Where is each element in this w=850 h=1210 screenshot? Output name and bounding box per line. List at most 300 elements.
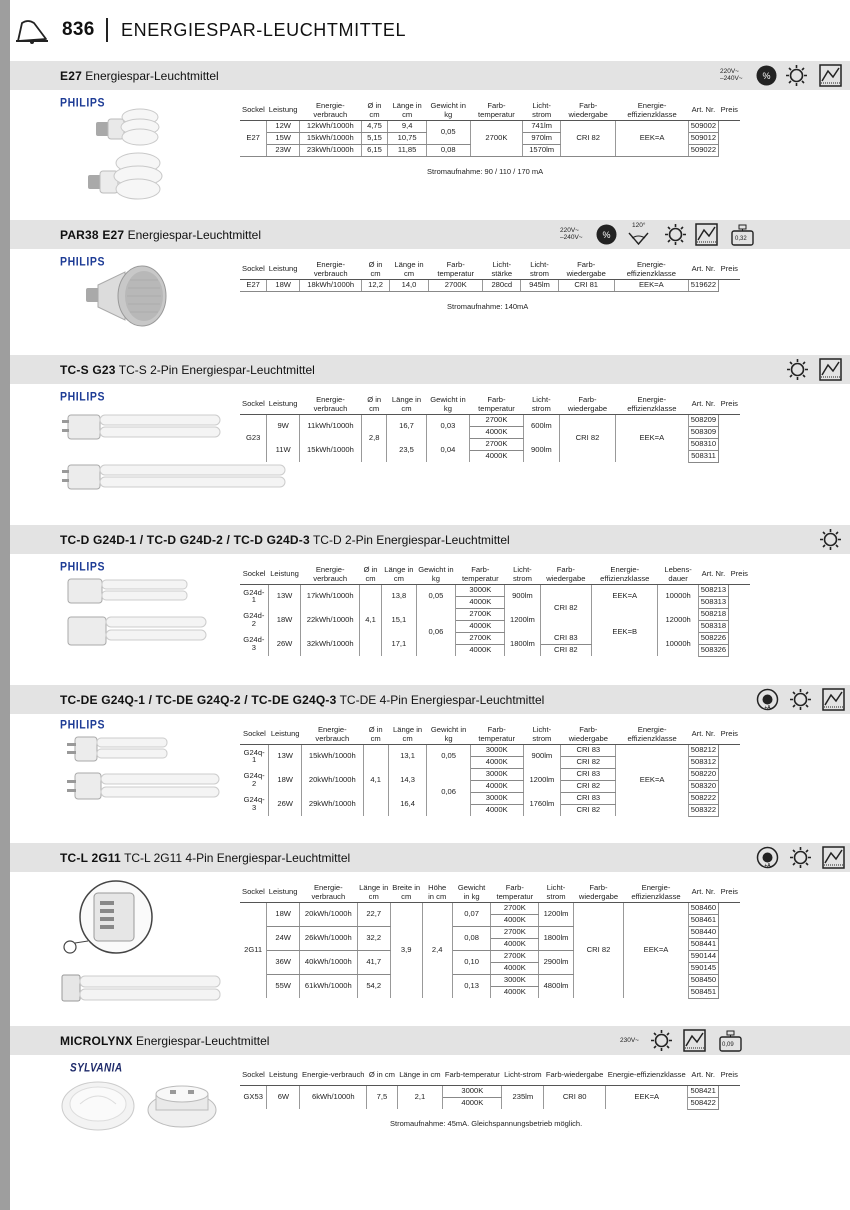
weight-icon <box>718 1028 743 1053</box>
page-header <box>0 0 850 60</box>
cell: 32kWh/1000h <box>301 632 360 656</box>
cell: CRI 82 <box>573 902 623 998</box>
page-sidebar-strip <box>0 0 10 1210</box>
col-header: Art. Nr. <box>688 1065 719 1085</box>
article-number: 508421 <box>688 1085 719 1097</box>
price-cell <box>719 414 740 426</box>
cell: 14,0 <box>389 279 429 291</box>
col-header: Art. Nr. <box>688 100 718 120</box>
cell: 1200lm <box>505 608 540 632</box>
article-number: 590144 <box>688 950 718 962</box>
cell: 2700K <box>470 438 523 450</box>
brand-logo: PHILIPS <box>60 255 106 269</box>
col-header: Sockel <box>240 394 267 414</box>
cell: 18kWh/1000h <box>300 279 362 291</box>
cell: 13W <box>268 584 301 608</box>
col-header: Sockel <box>240 724 269 744</box>
cell: EEK=A <box>592 584 658 608</box>
article-number: 519622 <box>688 279 718 291</box>
weight-icon <box>730 222 755 247</box>
article-number: 508460 <box>688 902 718 914</box>
article-number: 509022 <box>688 144 718 156</box>
cell: EEK=B <box>592 608 658 656</box>
col-header: Energie-effizienzklasse <box>614 259 688 279</box>
cell: 6,15 <box>361 144 388 156</box>
col-header: Preis <box>719 100 740 120</box>
section-title: TC-L 2G11 TC-L 2G11 4-Pin Energiespar-Leuchtmittel <box>60 851 351 865</box>
cell: CRI 83 <box>561 792 616 804</box>
cell: 4000K <box>470 426 523 438</box>
cell: 10000h <box>658 584 698 608</box>
price-cell <box>719 438 740 450</box>
col-header: Gewicht in kg <box>427 724 470 744</box>
icon-strip <box>720 63 850 88</box>
spec-table <box>240 394 740 463</box>
col-header: Ø in cm <box>361 394 387 414</box>
temperature-range-icon <box>682 1028 707 1053</box>
cell: 3000K <box>491 974 539 986</box>
product-image-tcd-tubes <box>60 577 210 652</box>
col-header: Gewicht in kg <box>426 394 470 414</box>
col-header: Höhe in cm <box>422 882 452 902</box>
price-cell <box>719 780 740 792</box>
table-row <box>240 608 750 620</box>
cell: 0,08 <box>426 144 470 156</box>
table-row <box>240 632 750 644</box>
cell: E27 <box>240 279 267 291</box>
cell: 7,5 <box>367 1085 397 1109</box>
cell: 26kWh/1000h <box>300 926 358 950</box>
cell: GX53 <box>240 1085 267 1109</box>
cell: 4000K <box>470 780 523 792</box>
section-title-bar <box>10 1026 850 1055</box>
price-cell <box>719 938 740 950</box>
cell: 0,03 <box>426 414 470 438</box>
section-title-bar <box>10 220 850 249</box>
col-header: Breite in cm <box>392 882 421 901</box>
cell: 4,1 <box>359 584 381 656</box>
dimmable-warning-icon <box>818 527 843 552</box>
cell: 2G11 <box>240 902 267 998</box>
cell: 14,3 <box>388 768 427 792</box>
cell: 0,06 <box>416 608 456 656</box>
col-header: Energie-effizienzklasse <box>624 882 689 902</box>
icon-strip <box>785 357 850 382</box>
section-title-bar <box>10 843 850 872</box>
cell: 16,4 <box>388 792 427 816</box>
col-header: Art. Nr. <box>688 259 718 279</box>
col-header: Energie-effizienzklasse <box>615 394 688 414</box>
cell: 1570lm <box>523 144 561 156</box>
cell: 40kWh/1000h <box>300 950 358 974</box>
cell: 1200lm <box>539 902 574 926</box>
col-header: Energie-verbrauch <box>300 882 358 902</box>
article-number: 508213 <box>698 584 728 596</box>
spec-table <box>240 564 750 657</box>
cell: 280cd <box>483 279 521 291</box>
col-header: Farb-temperatur <box>429 259 483 279</box>
col-header: Farb-wiedergabe <box>560 394 616 414</box>
cell: EEK=A <box>614 279 688 291</box>
cell: EEK=A <box>615 414 688 462</box>
cell: 0,10 <box>452 950 491 974</box>
cell: 2,4 <box>422 902 452 998</box>
cell: 4000K <box>456 644 505 656</box>
cell: 4000K <box>443 1097 502 1109</box>
section-tcde <box>10 685 850 840</box>
price-cell <box>718 1097 740 1109</box>
cell: 9W <box>267 414 300 438</box>
col-header: Energie-verbrauch <box>300 100 362 120</box>
current-note: Stromaufnahme: 90 / 110 / 170 mA <box>427 167 544 176</box>
dimmer-knob-icon <box>755 687 780 712</box>
brand-logo: PHILIPS <box>60 390 106 404</box>
cell: 3000K <box>456 584 505 596</box>
col-header: Licht-stärke <box>483 259 521 279</box>
col-header: Energie-effizienzklasse <box>616 100 688 120</box>
cell: 2700K <box>456 608 505 620</box>
cell: 20kWh/1000h <box>300 902 358 926</box>
price-cell <box>719 902 740 914</box>
cell: 23W <box>267 144 300 156</box>
cell: 4000K <box>470 450 523 462</box>
cell: 16,7 <box>387 414 426 438</box>
current-note: Stromaufnahme: 45mA. Gleichspannungsbetrieb möglich. <box>390 1119 583 1128</box>
cell: CRI 82 <box>540 584 592 632</box>
article-number: 508451 <box>688 986 718 998</box>
cell: 900lm <box>523 438 560 462</box>
cell: 4,75 <box>361 120 388 132</box>
cell: 2700K <box>456 632 505 644</box>
col-header: Energie-verbrauch <box>302 724 364 744</box>
cell: 22,7 <box>357 902 390 926</box>
brand-logo: PHILIPS <box>60 560 106 574</box>
price-cell <box>719 986 740 998</box>
cell: 4000K <box>491 938 539 950</box>
cell: 15kWh/1000h <box>300 438 362 462</box>
brand-logo: PHILIPS <box>60 718 106 732</box>
dimmable-warning-icon <box>788 845 813 870</box>
col-header: Licht-strom <box>505 564 540 584</box>
cell: 15kWh/1000h <box>302 744 364 768</box>
col-header: Licht-strom <box>523 394 560 414</box>
cell: CRI 80 <box>544 1085 606 1109</box>
col-header: Ø in cm <box>359 564 381 584</box>
svg-text:+A: +A <box>764 705 771 711</box>
cell: 22kWh/1000h <box>301 608 360 632</box>
cell: 12W <box>267 120 300 132</box>
page-title: ENERGIESPAR-LEUCHTMITTEL <box>121 20 407 40</box>
col-header: Farb-temperatur <box>470 724 523 744</box>
cell: G23 <box>240 414 267 462</box>
article-number: 509012 <box>688 132 718 144</box>
cell: 4000K <box>470 756 523 768</box>
cell: 23,5 <box>387 438 426 462</box>
price-cell <box>718 1085 740 1097</box>
col-header: Länge in cm <box>382 564 416 584</box>
price-cell <box>719 962 740 974</box>
cell: CRI 82 <box>560 414 616 462</box>
col-header: Leistung <box>267 100 300 120</box>
col-header: Preis <box>718 1065 740 1085</box>
price-cell <box>719 950 740 962</box>
cell: 2,8 <box>361 414 387 462</box>
product-image-tcl-tube <box>58 879 228 1019</box>
article-number: 508422 <box>688 1097 719 1109</box>
cell: 54,2 <box>357 974 390 998</box>
col-header: Preis <box>719 882 740 902</box>
cell: 4000K <box>491 986 539 998</box>
dimmable-warning-icon <box>649 1028 674 1053</box>
col-header: Farb-temperatur <box>443 1065 502 1085</box>
col-header: Farb-wiedergabe <box>561 724 616 744</box>
col-header: Farb-temperatur <box>456 564 505 584</box>
col-header: Art. Nr. <box>688 882 718 902</box>
article-number: 508312 <box>688 756 718 768</box>
price-cell <box>729 608 750 620</box>
price-cell <box>729 596 750 608</box>
col-header: Farb-wiedergabe <box>558 259 614 279</box>
cell: 3000K <box>443 1085 502 1097</box>
cell: 11,85 <box>388 144 427 156</box>
col-header: Länge in cm <box>359 882 389 901</box>
temperature-range-icon <box>818 63 843 88</box>
cell: 2700K <box>491 926 539 938</box>
price-cell <box>719 120 740 132</box>
energy-saving-icon <box>754 63 779 88</box>
cell: G24d-3 <box>240 632 268 656</box>
cell: EEK=A <box>616 744 688 816</box>
weight-label: 0,09 <box>722 1042 734 1048</box>
section-title-bar <box>10 685 850 714</box>
article-number: 508226 <box>698 632 728 644</box>
section-title: PAR38 E27 Energiespar-Leuchtmittel <box>60 228 262 242</box>
cell: 5,15 <box>361 132 388 144</box>
table-row <box>240 744 740 756</box>
cell: 1800lm <box>539 926 574 950</box>
col-header: Preis <box>719 394 740 414</box>
price-cell <box>719 144 740 156</box>
cell: 2700K <box>491 902 539 914</box>
cell: CRI 82 <box>540 644 592 656</box>
table-row <box>240 414 740 426</box>
temperature-range-icon <box>821 687 846 712</box>
cell: 15W <box>267 132 300 144</box>
price-cell <box>719 926 740 938</box>
col-header: Gewicht in kg <box>452 882 491 902</box>
cell: 2900lm <box>539 950 574 974</box>
spec-table <box>240 882 740 999</box>
cell: 4000K <box>491 962 539 974</box>
section-title-bar <box>10 525 850 554</box>
cell: 1800lm <box>505 632 540 656</box>
col-header: Leistung <box>267 394 300 414</box>
section-microlynx <box>10 1026 850 1136</box>
price-cell <box>719 450 740 462</box>
cell: 0,13 <box>452 974 491 998</box>
cell: EEK=A <box>624 902 689 998</box>
beam-angle-icon <box>626 222 651 247</box>
price-cell <box>729 620 750 632</box>
cell: 0,06 <box>427 768 470 816</box>
article-number: 508461 <box>688 914 718 926</box>
cell: 2700K <box>429 279 483 291</box>
price-cell <box>729 644 750 656</box>
cell: 2700K <box>470 120 523 156</box>
article-number: 508450 <box>688 974 718 986</box>
article-number: 508212 <box>688 744 718 756</box>
col-header: Leistung <box>268 564 301 584</box>
col-header: Farb-temperatur <box>470 100 523 120</box>
voltage-label: 230V~ <box>620 1037 639 1044</box>
product-image-par38 <box>80 260 190 335</box>
header-divider <box>106 18 108 42</box>
cell: 15,1 <box>382 608 416 632</box>
cell: 36W <box>267 950 300 974</box>
cell: 18W <box>268 608 301 632</box>
product-image-microlynx <box>60 1074 230 1134</box>
col-header: Sockel <box>240 564 268 584</box>
article-number: 508322 <box>688 804 718 816</box>
cell: 4000K <box>456 620 505 632</box>
cell: 945lm <box>521 279 558 291</box>
price-cell <box>719 132 740 144</box>
table-row <box>240 120 740 132</box>
article-number: 508326 <box>698 644 728 656</box>
cell: 32,2 <box>357 926 390 950</box>
col-header: Gewicht in kg <box>426 100 470 120</box>
col-header: Ø in cm <box>363 724 388 744</box>
col-header: Energie-verbrauch <box>300 259 362 279</box>
cell: G24d-2 <box>240 608 268 632</box>
cell: 29kWh/1000h <box>302 792 364 816</box>
product-image-tcde-tubes <box>65 733 225 808</box>
col-header: Länge in cm <box>389 259 429 279</box>
col-header: Energie-verbrauch <box>301 564 360 584</box>
col-header: Ø in cm <box>367 1065 397 1085</box>
cell: E27 <box>240 120 267 156</box>
cell: 1760lm <box>523 792 561 816</box>
price-cell <box>719 756 740 768</box>
energy-saving-icon <box>594 222 619 247</box>
price-cell <box>729 584 750 596</box>
col-header: Energie-effizienzklasse <box>616 724 688 744</box>
table-row <box>240 584 750 596</box>
col-header: Leistung <box>269 724 302 744</box>
temperature-range-icon <box>821 845 846 870</box>
cell: 0,04 <box>426 438 470 462</box>
icon-strip <box>620 1028 850 1053</box>
weight-label: 0,32 <box>735 236 747 242</box>
dimmable-warning-icon <box>785 357 810 382</box>
product-image-e27-bulbs <box>80 105 210 210</box>
col-header: Ø in cm <box>362 259 389 279</box>
cell: CRI 82 <box>561 804 616 816</box>
svg-text:+A: +A <box>764 863 771 869</box>
icon-strip <box>755 687 850 712</box>
col-header: Preis <box>719 259 740 279</box>
page-number: 836 <box>62 19 95 40</box>
svg-text:%: % <box>762 71 771 81</box>
section-title: MICROLYNX Energiespar-Leuchtmittel <box>60 1034 270 1048</box>
cell: 4800lm <box>539 974 574 998</box>
article-number: 508313 <box>698 596 728 608</box>
cell: G24q-3 <box>240 792 269 816</box>
col-header: Sockel <box>240 1065 267 1085</box>
col-header: Länge in cm <box>388 100 427 120</box>
cell: 3000K <box>470 792 523 804</box>
cell: G24d-1 <box>240 584 268 608</box>
cell: G24q-2 <box>240 768 269 792</box>
section-par38 <box>10 220 850 350</box>
cell: 0,05 <box>416 584 456 608</box>
cell: 3000K <box>470 768 523 780</box>
cell: 61kWh/1000h <box>300 974 358 998</box>
cell: CRI 82 <box>561 780 616 792</box>
article-number: 508209 <box>688 414 718 426</box>
col-header: Energie-verbrauch <box>300 394 362 414</box>
article-number: 508311 <box>688 450 718 462</box>
price-cell <box>719 974 740 986</box>
col-header: Sockel <box>240 882 267 902</box>
article-number: 508320 <box>688 780 718 792</box>
col-header: Leistung <box>267 259 300 279</box>
col-header: Art. Nr. <box>698 564 728 584</box>
cell: 2700K <box>470 414 523 426</box>
cell: EEK=A <box>616 120 688 156</box>
temperature-range-icon <box>694 222 719 247</box>
cell: 26W <box>269 792 302 816</box>
section-title-bar <box>10 61 850 90</box>
beam-angle-label: 120° <box>632 222 646 229</box>
spec-table <box>240 1065 740 1110</box>
section-title: TC-S G23 TC-S 2-Pin Energiespar-Leuchtmittel <box>60 363 315 377</box>
col-header: Farb-wiedergabe <box>561 100 616 120</box>
icon-strip <box>818 527 850 552</box>
col-header: Licht-strom <box>523 724 561 744</box>
section-e27 <box>10 61 850 211</box>
cell: 11kWh/1000h <box>300 414 362 438</box>
cell: 11W <box>267 438 300 462</box>
cell: 0,05 <box>427 744 470 768</box>
section-title-bar <box>10 355 850 384</box>
col-header: Länge in cm <box>388 724 427 744</box>
article-number: 508310 <box>688 438 718 450</box>
cell: 6kWh/1000h <box>300 1085 367 1109</box>
icon-strip <box>755 845 850 870</box>
cell: 13,8 <box>382 584 416 608</box>
section-tcl <box>10 843 850 1023</box>
table-row <box>240 279 740 291</box>
dimmable-warning-icon <box>784 63 809 88</box>
price-cell <box>719 914 740 926</box>
section-tcd <box>10 525 850 685</box>
cell: 55W <box>267 974 300 998</box>
col-header: Farb-wiedergabe <box>544 1065 606 1085</box>
voltage-label: 220V~ –240V~ <box>720 68 743 82</box>
price-cell <box>719 792 740 804</box>
col-header: Ø in cm <box>361 100 388 120</box>
cell: 600lm <box>523 414 560 438</box>
cell: 4,1 <box>363 744 388 816</box>
cell: 3000K <box>470 744 523 756</box>
dimmer-knob-icon <box>755 845 780 870</box>
cell: CRI 83 <box>561 744 616 756</box>
cell: 12000h <box>658 608 698 632</box>
dimmable-warning-icon <box>663 222 688 247</box>
cell: 10000h <box>658 632 698 656</box>
cell: 41,7 <box>357 950 390 974</box>
